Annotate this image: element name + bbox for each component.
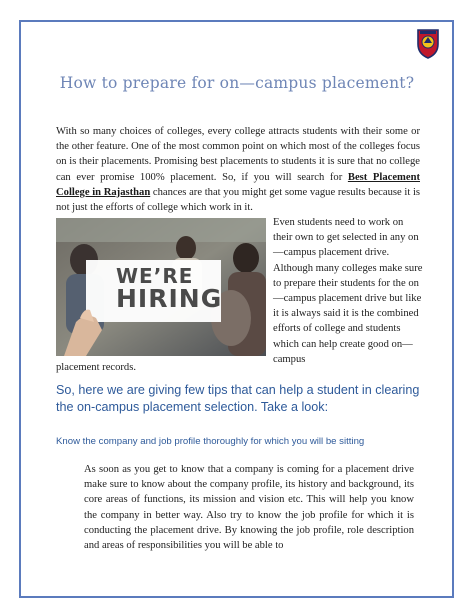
wrap-paragraph-tail: placement records. xyxy=(56,362,137,373)
intro-text: With so many choices of colleges, every college attracts students with their some or the other feature. One of the most common point on which most of the colleges focus on is their placements. Promising best placements to students it is sure that no college can ever promise 100% placement. So, if you will search for xyxy=(56,126,420,183)
wrap-paragraph: Even students need to work on their own to get selected in any on—campus placement drive. Although many colleges make sure to prepare their students for the on—campus placement drive but like it is always said it is the combined efforts of college and students which can help create good on—campus xyxy=(273,217,423,365)
company-paragraph: As soon as you get to know that a company is coming for a placement drive make sure to know about the company profile, its history and background, its core areas of functions, its mission and vision etc. This will help you know the company in better way. Also try to know the job profile for which it is conducting the placement drive. By knowing the job profile, role description and areas of responsibilities you will be able to xyxy=(84,464,414,552)
page-title: How to prepare for on—campus placement? xyxy=(59,74,415,92)
tips-heading: So, here we are giving few tips that can help a student in clearing the on-campus placement selection. Take a look: xyxy=(56,383,420,414)
hiring-image xyxy=(56,218,266,356)
college-crest-icon xyxy=(415,26,441,60)
best-placement-college-link[interactable]: Best Placement College in Rajasthan xyxy=(56,171,420,198)
hiring-word-1: WE’RE xyxy=(116,264,194,288)
intro-paragraph xyxy=(56,124,420,215)
hiring-word-2: HIRING xyxy=(116,284,223,313)
section-subheading: Know the company and job profile thoroughly for which you will be sitting xyxy=(56,436,365,447)
intro-text-end: chances are that you might get some vague results because it is not just the efforts of college which work in it. xyxy=(56,186,421,214)
